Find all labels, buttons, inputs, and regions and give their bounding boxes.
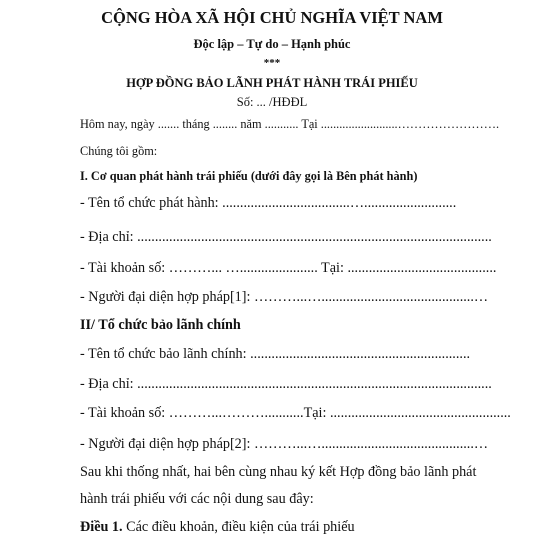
- agreement-line-2: hành trái phiếu với các nội dung sau đây:: [80, 491, 314, 507]
- agreement-line-1: Sau khi thống nhất, hai bên cùng nhau ký kết Hợp đồng bảo lãnh phát: [80, 464, 477, 480]
- underwriter-representative: - Người đại diện hợp pháp[2]: ………...…...........................................…: [80, 436, 489, 452]
- issuer-representative: - Người đại diện hợp pháp[1]: ………...…...........................................…: [80, 289, 489, 305]
- underwriter-account: - Tài khoản số: ………...………...........Tại: ...................................................: [80, 405, 511, 421]
- article-1-label: Điều 1.: [80, 519, 123, 535]
- underwriter-address: - Địa chỉ: ....................................................................................................: [80, 376, 492, 392]
- underwriter-heading: II/ Tổ chức bảo lãnh chính: [80, 317, 241, 333]
- article-1-text: Các điều khoản, điều kiện của trái phiếu: [122, 519, 355, 535]
- issuer-org-name: - Tên tổ chức phát hành: ....................................…..........................: [80, 195, 457, 211]
- issuer-account: - Tài khoản số: ………... …...................... Tại: ..........................................: [80, 260, 497, 276]
- issuer-address: - Địa chỉ: ....................................................................................................: [80, 229, 492, 245]
- contract-title: HỢP ĐỒNG BẢO LÃNH PHÁT HÀNH TRÁI PHIẾU: [126, 76, 418, 90]
- article-1-heading: [80, 520, 355, 534]
- motto: Độc lập – Tự do – Hạnh phúc: [193, 37, 351, 51]
- contract-number: Số: ... /HĐĐL: [236, 95, 308, 109]
- underwriter-org-name: - Tên tổ chức bảo lãnh chính: ..............................................................: [80, 346, 471, 362]
- issuer-heading: I. Cơ quan phát hành trái phiếu (dưới đây gọi là Bên phát hành): [80, 169, 418, 183]
- stars-divider: ***: [263, 57, 281, 69]
- parties-intro: Chúng tôi gồm:: [80, 144, 158, 158]
- date-place-line: Hôm nay, ngày ....... tháng ........ năm ........... Tại .........................…………………….: [80, 117, 500, 131]
- nation-title: CỘNG HÒA XÃ HỘI CHỦ NGHĨA VIỆT NAM: [101, 8, 443, 27]
